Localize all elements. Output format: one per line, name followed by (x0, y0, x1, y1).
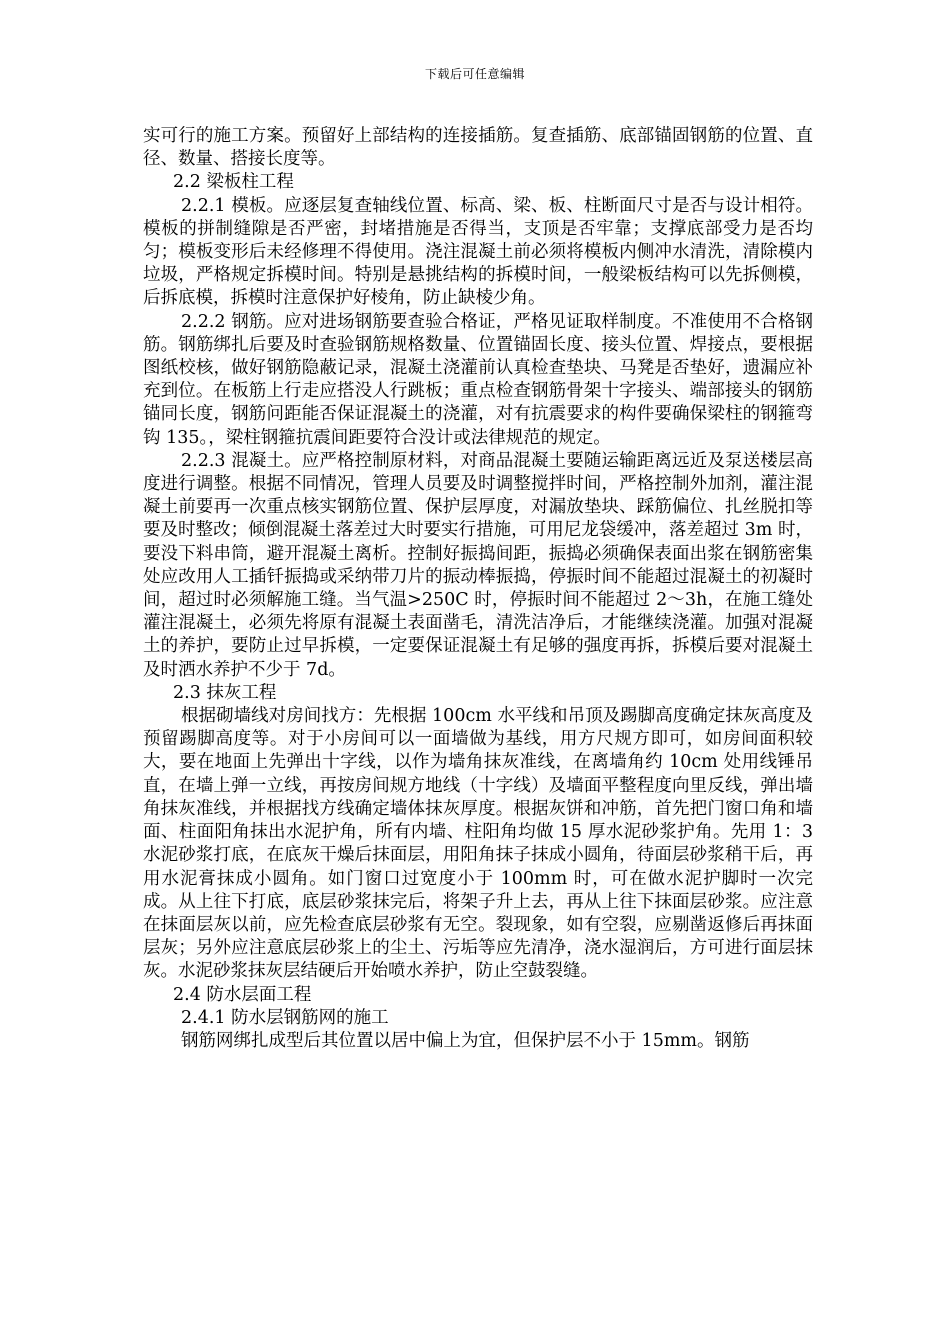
paragraph-formwork: 2.2.1 模板。应逐层复查轴线位置、标高、梁、板、柱断面尺寸是否与设计相符。模板的拼制缝隙是否严密，封堵措施是否得当，支顶是否牢靠；支撑底部受力是否均匀；模板变形后未经修理不得使用。浇注混凝土前必须将模板内侧冲水清洗，清除模内垃圾，严格规定拆模时间。特别是悬挑结构的拆模时间，一般梁板结构可以先拆侧模，后拆底模，拆模时注意保护好棱角，防止缺棱少角。 (143, 195, 813, 309)
section-heading-2-3: 2.3 抹灰工程 (173, 682, 277, 703)
section-heading-2-2: 2.2 梁板柱工程 (173, 172, 294, 193)
paragraph-continuation: 实可行的施工方案。预留好上部结构的连接插筋。复查插筋、底部锚固钢筋的位置、直径、数量、搭接长度等。 (143, 126, 813, 170)
paragraph-plastering: 根据砌墙线对房间找方：先根据 100cm 水平线和吊顶及踢脚高度确定抹灰高度及预留踢脚高度等。对于小房间可以一面墙做为基线，用方尺规方即可，如房间面积较大，要在地面上先弹出十字线，以作为墙角抹灰准线，在离墙角约 10cm 处用线锤吊直，在墙上弹一立线，再按房间规方地线（十字线）及墙面平整程度向里反线，弹出墙角抹灰准线，并根据找方线确定墙体抹灰厚度。根据灰饼和冲筋，首先把门窗口角和墙面、柱面阳角抹出水泥护角，所有内墙、柱阳角均做 15 厚水泥砂浆护角。先用 1：3 水泥砂浆打底，在底灰干燥后抹面层，用阳角抹子抹成小圆角，待面层砂浆稍干后，再用水泥膏抹成小圆角。如门窗口过宽度小于 100mm 时，可在做水泥护脚时一次完成。从上往下打底，底层砂浆抹完后，将架子升上去，再从上往下抹面层砂浆。应注意在抹面层灰以前，应先检查底层砂浆有无空。裂现象，如有空裂，应剔凿返修后再抹面层灰；另外应注意底层砂浆上的尘土、污垢等应先清净，浇水湿润后，方可进行面层抹灰。水泥砂浆抹灰层结硬后开始喷水养护，防止空鼓裂缝。 (143, 706, 813, 982)
paragraph-mesh: 钢筋网绑扎成型后其位置以居中偏上为宜，但保护层不小于 15mm。钢筋 (181, 1030, 750, 1051)
page-header: 下载后可任意编辑 (424, 67, 525, 81)
subsection-heading-2-4-1: 2.4.1 防水层钢筋网的施工 (181, 1007, 389, 1028)
section-heading-2-4: 2.4 防水层面工程 (173, 984, 312, 1005)
document-body (143, 125, 813, 1053)
paragraph-concrete: 2.2.3 混凝土。应严格控制原材料，对商品混凝土要随运输距离远近及泵送楼层高度进行调整。根据不同情况，管理人员要及时调整搅拌时间，严格控制外加剂，灌注混凝土前要再一次重点核实钢筋位置、保护层厚度，对漏放垫块、踩筋偏位、扎丝脱扣等要及时整改；倾倒混凝土落差过大时要实行措施，可用尼龙袋缓冲，落差超过 3m 时，要没下料串筒，避开混凝土离析。控制好振捣间距，振捣必须确保表面出浆在钢筋密集处应改用人工插钎振捣或采纳带刀片的振动棒振捣，停振时间不能超过混凝土的初凝时间，超过时必须解施工缝。当气温>250C 时，停振时间不能超过 2～3h，在施工缝处灌注混凝土，必须先将原有混凝土表面凿毛，清洗洁净后，才能继续浇灌。加强对混凝土的养护，要防止过早拆模，一定要保证混凝土有足够的强度再拆，拆模后要对混凝土及时洒水养护不少于 7d。 (143, 450, 813, 680)
paragraph-rebar: 2.2.2 钢筋。应对进场钢筋要查验合格证，严格见证取样制度。不准使用不合格钢筋。钢筋绑扎后要及时查验钢筋规格数量、位置锚固长度、接头位置、焊接点，要根据图纸校核，做好钢筋隐蔽记录，混凝土浇灌前认真检查垫块、马凳是否垫好，遗漏应补充到位。在板筋上行走应搭没人行跳板；重点检查钢筋骨架十字接头、端部接头的钢筋锚同长度，钢筋问距能否保证混凝土的浇灌，对有抗震要求的构件要确保梁柱的钢箍弯钩 135。，梁柱钢箍抗震间距要符合没计或法律规范的规定。 (143, 311, 813, 448)
